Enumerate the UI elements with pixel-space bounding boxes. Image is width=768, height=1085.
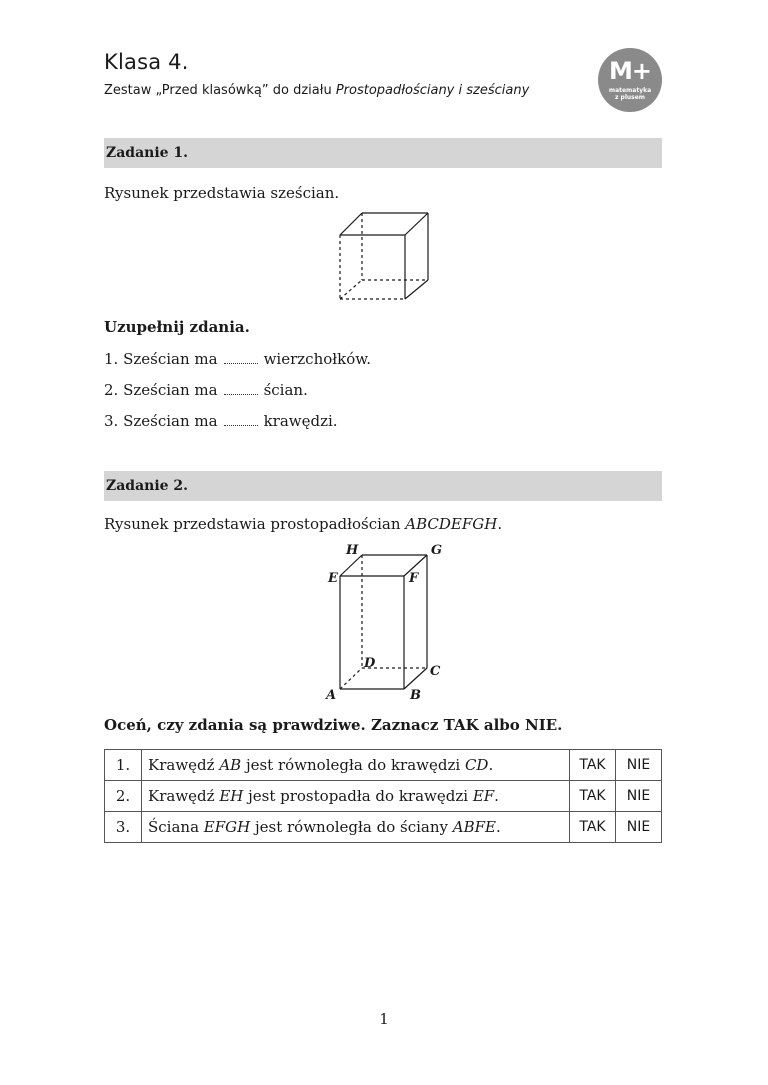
sentence-prefix: 1. Sześcian ma <box>104 350 218 368</box>
statement-symbol: CD <box>464 756 489 774</box>
task1-heading: Zadanie 1. <box>104 138 662 168</box>
task2-heading: Zadanie 2. <box>104 471 662 501</box>
row-number: 3. <box>105 812 142 843</box>
statement-symbol: EH <box>219 787 244 805</box>
cube-figure <box>334 209 444 305</box>
row-number: 1. <box>105 750 142 781</box>
intro-prefix: Rysunek przedstawia prostopadłościan <box>104 515 406 533</box>
vertex-label-f: F <box>409 571 419 586</box>
subtitle-topic: Prostopadłościany i sześciany <box>335 83 530 98</box>
statement <box>142 812 570 843</box>
vertex-label-d: D <box>364 656 376 671</box>
statement-text: jest równoległa do krawędzi <box>241 756 465 774</box>
publisher-logo <box>598 48 662 112</box>
statement-text: Krawędź <box>148 787 220 805</box>
option-tak[interactable]: TAK <box>570 812 616 843</box>
cube-edge <box>405 280 428 299</box>
vertex-label-h: H <box>346 543 359 558</box>
cube-edge <box>340 213 362 235</box>
statement-text: Ściana <box>148 818 204 836</box>
vertex-label-e: E <box>328 571 338 586</box>
intro-suffix: . <box>497 515 503 533</box>
option-tak[interactable]: TAK <box>570 750 616 781</box>
page-number: 1 <box>379 1010 389 1028</box>
page-subtitle <box>104 83 529 98</box>
vertex-label-g: G <box>431 543 443 558</box>
statement <box>142 781 570 812</box>
table-row <box>105 812 662 843</box>
cube-hidden-edge <box>340 280 362 299</box>
cuboid-hidden-edge <box>340 668 362 689</box>
sentence-suffix: wierzchołków. <box>263 350 372 368</box>
option-nie[interactable]: NIE <box>616 781 662 812</box>
table-row <box>105 750 662 781</box>
statement <box>142 750 570 781</box>
answer-blank[interactable] <box>224 363 258 364</box>
vertex-label-a: A <box>326 688 337 703</box>
task1-sentence <box>104 381 308 399</box>
logo-text-line2: z plusem <box>614 94 646 101</box>
page-title: Klasa 4. <box>104 50 189 74</box>
cuboid-edge <box>340 555 362 576</box>
task1-sentence <box>104 412 338 430</box>
sentence-prefix: 2. Sześcian ma <box>104 381 218 399</box>
answer-blank[interactable] <box>224 394 258 395</box>
true-false-table <box>104 749 662 843</box>
option-nie[interactable]: NIE <box>616 812 662 843</box>
intro-solid-name: ABCDEFGH <box>405 515 498 533</box>
logo-mark: M+ <box>609 57 651 85</box>
answer-blank[interactable] <box>224 425 258 426</box>
cube-edge <box>405 213 428 235</box>
statement-symbol: ABFE <box>452 818 496 836</box>
sentence-suffix: ścian. <box>263 381 308 399</box>
statement-text: jest równoległa do ściany <box>250 818 453 836</box>
statement-text: . <box>488 756 494 774</box>
sentence-prefix: 3. Sześcian ma <box>104 412 218 430</box>
vertex-label-c: C <box>430 664 441 679</box>
option-tak[interactable]: TAK <box>570 781 616 812</box>
statement-text: . <box>495 818 501 836</box>
cuboid-figure <box>326 542 446 704</box>
task2-instruction: Oceń, czy zdania są prawdziwe. Zaznacz TAK albo NIE. <box>104 716 563 734</box>
statement-symbol: AB <box>219 756 242 774</box>
table-row <box>105 781 662 812</box>
sentence-suffix: krawędzi. <box>263 412 338 430</box>
statement-symbol: EFGH <box>203 818 251 836</box>
subtitle-prefix: Zestaw „Przed klasówką” do działu <box>104 83 336 98</box>
logo-text <box>598 87 662 101</box>
logo-text-line1: matematyka <box>608 87 652 94</box>
statement-symbol: EF <box>472 787 495 805</box>
task1-intro: Rysunek przedstawia sześcian. <box>104 184 340 202</box>
cuboid-edge <box>404 668 427 689</box>
statement-text: . <box>494 787 499 805</box>
statement-text: Krawędź <box>148 756 220 774</box>
task2-intro <box>104 515 502 533</box>
row-number: 2. <box>105 781 142 812</box>
task1-instruction: Uzupełnij zdania. <box>104 318 250 336</box>
vertex-label-b: B <box>410 688 421 703</box>
task1-sentence <box>104 350 371 368</box>
statement-text: jest prostopadła do krawędzi <box>243 787 473 805</box>
option-nie[interactable]: NIE <box>616 750 662 781</box>
